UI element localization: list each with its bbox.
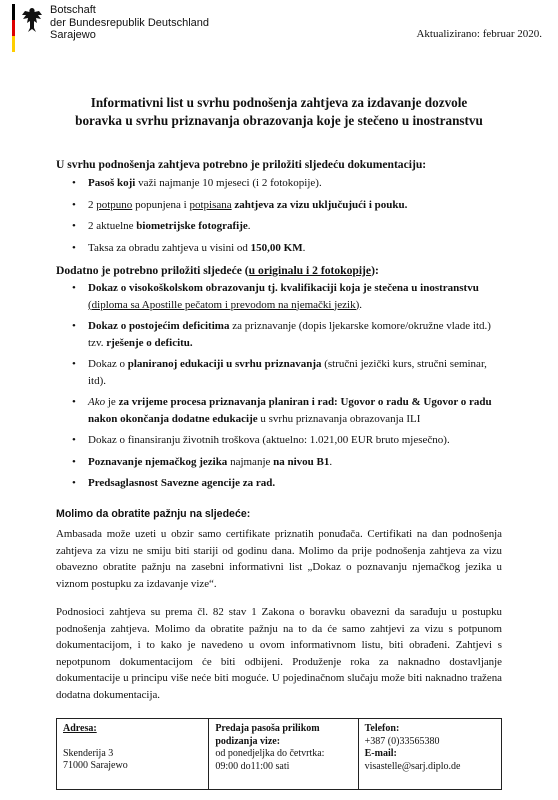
- letterhead: [12, 4, 546, 54]
- hours-label-2: podizanja vize:: [215, 735, 281, 747]
- document-title: [0, 94, 558, 130]
- contact-footer: [56, 718, 502, 790]
- email-label: E-mail:: [364, 748, 397, 759]
- updated-date: Aktualizirano: februar 2020.: [416, 28, 542, 40]
- phone-number: +387 (0)33565380: [364, 735, 440, 747]
- federal-eagle-icon: [20, 6, 44, 34]
- notes-paragraph-2: Podnosioci zahtjeva su prema čl. 82 stav 1 Zakona o boravku obavezni da sarađuju u postupku podnošenja zahtjeva. Molimo da obratite pažnju na to da će samo zahtjevi za vizu s potpunom dokumentacijom, i to kako je navedeno u ovom informativnom listu, biti obrađeni. Zahtjevi s nepotpunom dokumentacijom će biti odbijeni. Produženje roka za naknadno dostavljanje dokumentacije u principu više neće biti moguće. U pojedinačnom slučaju može biti naknadno tražena dodatna dokumentacija.: [56, 606, 502, 701]
- hours-label-1: Predaja pasoša prilikom: [215, 723, 320, 734]
- list-item: • Pasoš koji važi najmanje 10 mjeseci (i 2 fotokopije).: [72, 177, 322, 189]
- embassy-name: [50, 4, 209, 42]
- address-street: Skenderija 3: [63, 747, 114, 759]
- required-documents-list: [56, 175, 502, 261]
- list-item: • Dokaz o visokoškolskom obrazovanju tj. kvalifikaciji koja je stečena u inostranstvu (diploma sa Apostille pečatom i prevodom na njemački jezik).: [72, 282, 479, 311]
- opening-hours-block: [208, 719, 357, 789]
- additional-documents-list: [56, 280, 502, 497]
- list-item: • Taksa za obradu zahtjeva u visini od 150,00 KM.: [72, 241, 306, 254]
- org-line-1: Botschaft: [50, 4, 96, 16]
- title-line-1: Informativni list u svrhu podnošenja zahtjeva za izdavanje dozvole: [90, 95, 468, 110]
- notes-heading: Molimo da obratite pažnju na sljedeće:: [56, 508, 251, 520]
- list-item: • 2 potpuno popunjena i potpisana zahtjeva za vizu uključujući i pouku.: [72, 198, 408, 211]
- title-line-2: boravka u svrhu priznavanja obrazovanja koje je stečeno u inostranstvu: [75, 113, 483, 128]
- hours-time: 09:00 do11:00 sati: [215, 760, 290, 772]
- section-1-heading: U svrhu podnošenja zahtjeva potrebno je priložiti sljedeću dokumentaciju:: [56, 158, 427, 171]
- list-item: • 2 aktuelne biometrijske fotografije.: [72, 220, 251, 232]
- list-item: • Dokaz o finansiranju životnih troškova (aktuelno: 1.021,00 EUR bruto mjesečno).: [72, 434, 450, 446]
- notes-paragraph-1: Ambasada može uzeti u obzir samo certifikate priznatih ponuđača. Certifikati na dan podnošenja zahtjeva za vizu ne smiju biti stariji od godinu dana. Molimo da prije podnošenja zahtjeva za vizu obavezno obratite pažnju na zasebni informativni list „Dokaz o poznavanju njemačkog jezika u viznom postupku za izdavanje vize“.: [56, 528, 502, 590]
- address-block: [57, 719, 208, 789]
- list-item: • Dokaz o planiranoj edukaciji u svrhu priznavanja (stručni jezički kurs, stručni seminar, itd).: [72, 358, 487, 387]
- address-label: Adresa:: [63, 723, 97, 734]
- list-item: • Poznavanje njemačkog jezika najmanje na nivou B1.: [72, 455, 333, 468]
- contact-block: [358, 719, 501, 789]
- list-item: • Dokaz o postojećim deficitima za priznavanje (dopis ljekarske komore/okružne vlade itd.) tzv. rješenje o deficitu.: [72, 320, 491, 349]
- german-flag-stripe: [12, 4, 15, 52]
- org-line-2: der Bundesrepublik Deutschland: [50, 16, 209, 29]
- hours-days: od ponedjeljka do četvrtka:: [215, 748, 325, 759]
- org-line-3: Sarajewo: [50, 29, 96, 41]
- phone-label: Telefon:: [364, 723, 400, 734]
- list-item: • Ako je za vrijeme procesa priznavanja planiran i rad: Ugovor o radu & Ugovor o radu nakon okončanja dodatne edukacije u svrhu priznavanja obrazovanja ILI: [72, 396, 492, 425]
- section-2-heading: Dodatno je potrebno priložiti sljedeće (u originalu i 2 fotokopije):: [56, 264, 379, 277]
- address-city: 71000 Sarajewo: [63, 760, 128, 771]
- list-item: • Predsaglasnost Savezne agencije za rad.: [72, 477, 276, 489]
- email-address[interactable]: visastelle@sarj.diplo.de: [364, 760, 461, 772]
